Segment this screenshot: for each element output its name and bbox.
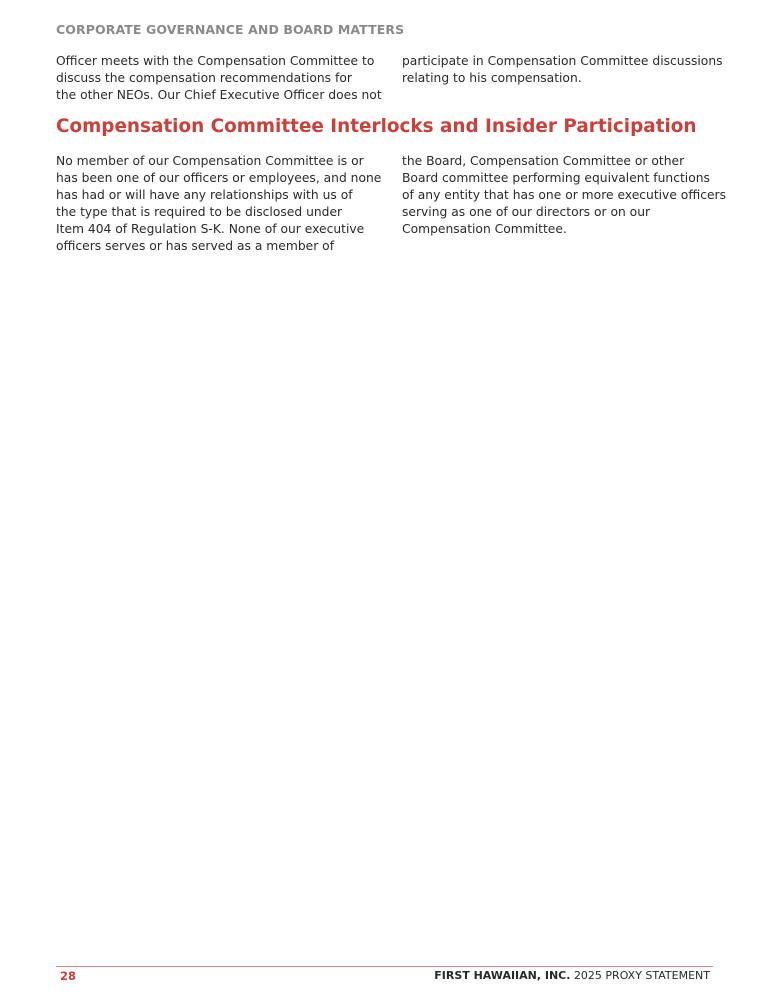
- text-line: participate in Compensation Committee discussions: [402, 54, 723, 68]
- footer-document: 2025 PROXY STATEMENT: [573, 969, 710, 982]
- intro-right-column: [402, 53, 722, 87]
- text-line: Compensation Committee.: [402, 222, 567, 237]
- text-line: Item 404 of Regulation S-K. None of our executive: [56, 222, 365, 237]
- text-line: has been one of our officers or employees, and none: [56, 171, 382, 186]
- text-line: the other NEOs. Our Chief Executive Officer does not: [56, 88, 382, 103]
- footer-divider: [56, 966, 713, 967]
- section-header: CORPORATE GOVERNANCE AND BOARD MATTERS: [56, 22, 405, 37]
- section-left-column: [56, 153, 382, 256]
- section-right-column: [402, 153, 727, 238]
- text-line: Officer meets with the Compensation Committee to: [56, 54, 375, 68]
- footer-document-title: [434, 969, 710, 982]
- text-line: serving as one of our directors or on our: [402, 205, 651, 220]
- text-line: of any entity that has one or more executive officers: [402, 188, 727, 203]
- text-line: officers serves or has served as a member of: [56, 239, 335, 254]
- text-line: the type that is required to be disclosed under: [56, 205, 343, 220]
- intro-left-column: [56, 53, 382, 104]
- text-line: relating to his compensation.: [402, 71, 582, 86]
- page-number: 28: [60, 969, 77, 983]
- text-line: Board committee performing equivalent functions: [402, 171, 710, 186]
- footer-company: FIRST HAWAIIAN, INC.: [434, 969, 571, 982]
- text-line: has had or will have any relationships with us of: [56, 188, 353, 203]
- section-heading: Compensation Committee Interlocks and Insider Participation: [56, 116, 697, 137]
- text-line: discuss the compensation recommendations for: [56, 71, 352, 86]
- text-line: the Board, Compensation Committee or other: [402, 154, 685, 168]
- text-line: No member of our Compensation Committee is or: [56, 154, 364, 168]
